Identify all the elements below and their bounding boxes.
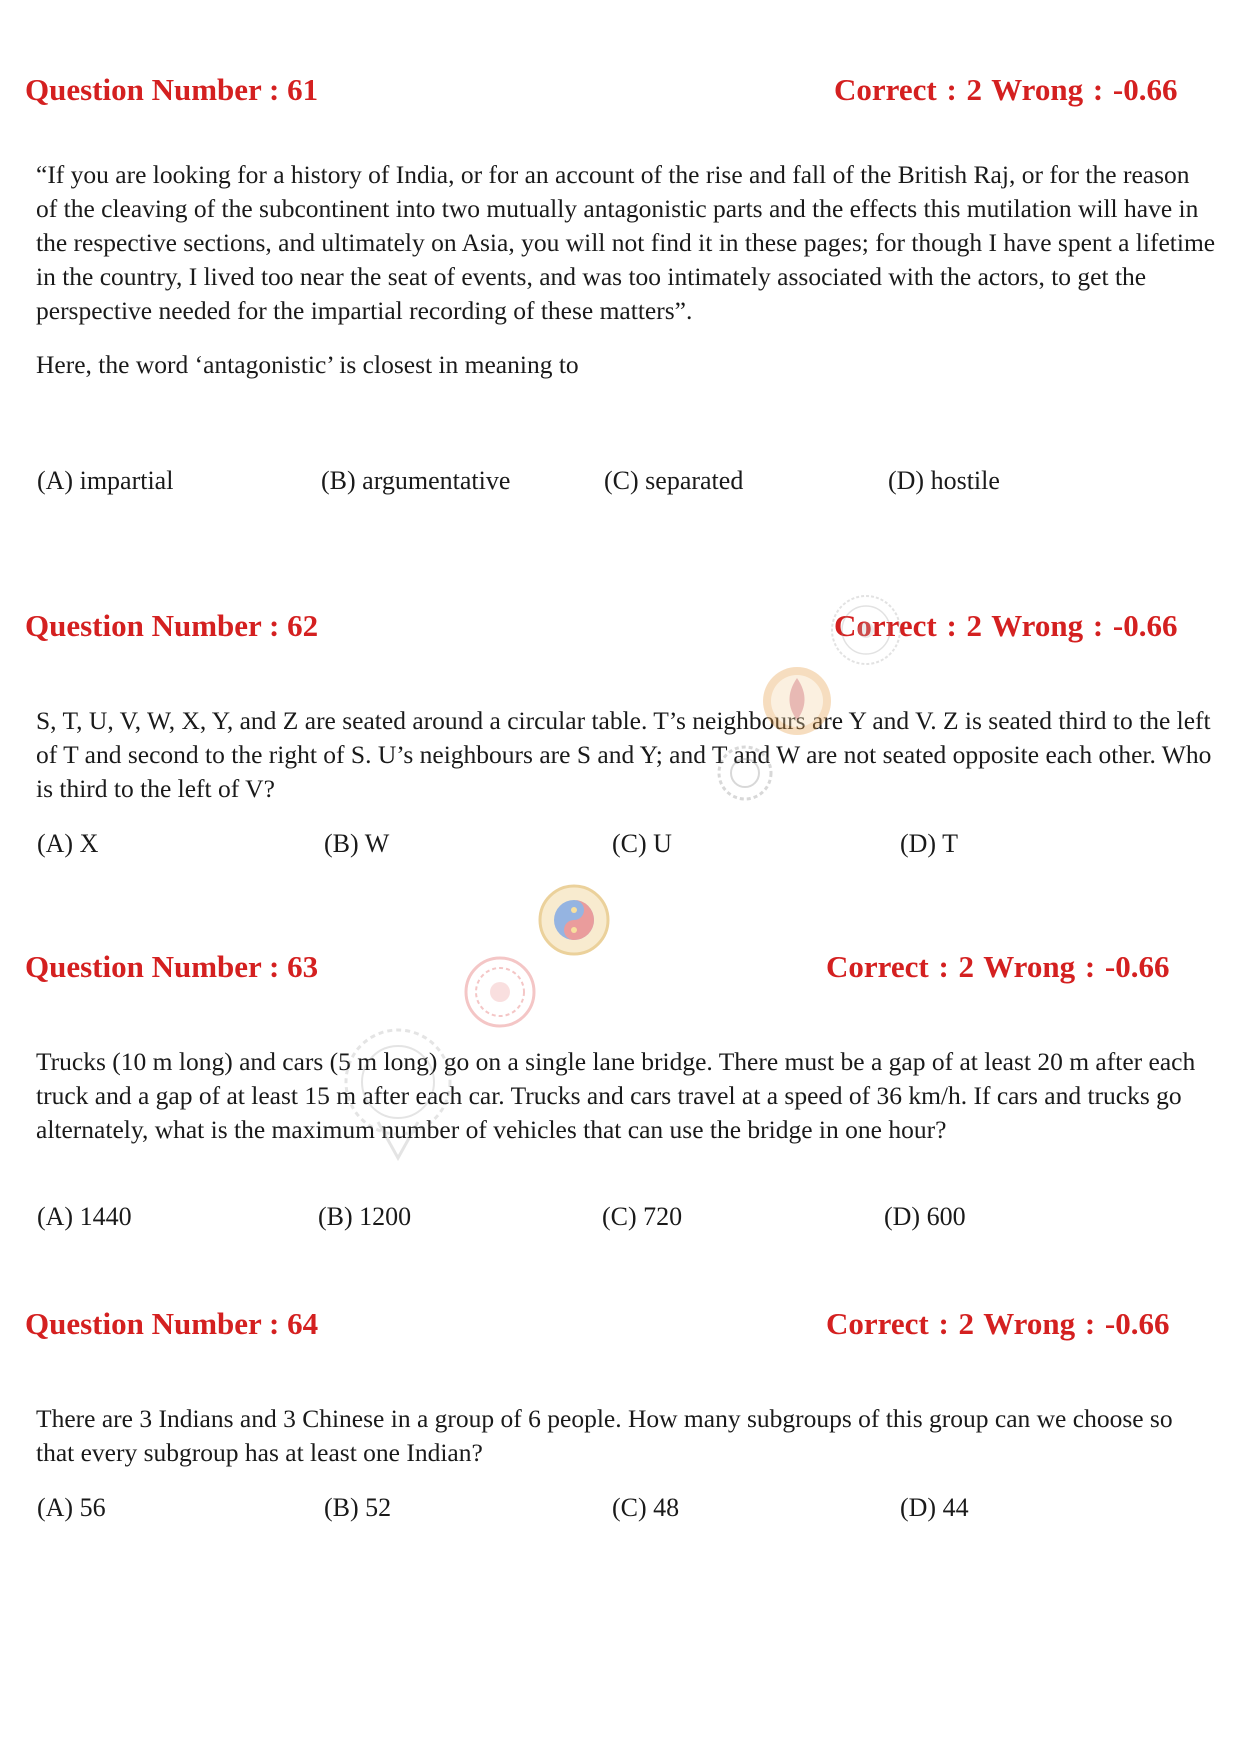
marks-info: Correct : 2 Wrong : -0.66 xyxy=(834,608,1178,643)
option-d[interactable]: (D) 44 xyxy=(900,1493,969,1522)
options-row xyxy=(0,466,1240,506)
option-c[interactable]: (C) 720 xyxy=(602,1202,683,1231)
question-passage: There are 3 Indians and 3 Chinese in a group of 6 people. How many subgroups of this group can we choose so that every subgroup has at least one Indian? xyxy=(36,1404,1173,1467)
question-header xyxy=(0,72,1240,120)
option-c[interactable]: (C) separated xyxy=(604,466,744,495)
question-number: Question Number : 62 xyxy=(25,608,319,643)
question-passage: “If you are looking for a history of India, or for an account of the rise and fall of the British Raj, or for the reason of the cleaving of the subcontinent into two mutually antagonistic parts and the effects this mutilation will have in the respective sections, and ultimately on Asia, you will not find it in these pages; for though I have spent a lifetime in the country, I lived too near the seat of events, and was too intimately associated with the actors, to get the perspective needed for the impartial recording of these matters”. xyxy=(36,160,1216,325)
question-62 xyxy=(0,608,1240,858)
marks-info: Correct : 2 Wrong : -0.66 xyxy=(834,72,1178,107)
question-63 xyxy=(0,949,1240,1231)
option-b[interactable]: (B) W xyxy=(324,829,390,858)
question-number: Question Number : 61 xyxy=(25,72,319,107)
options-row xyxy=(0,1493,1240,1533)
question-header xyxy=(0,949,1240,997)
option-c[interactable]: (C) U xyxy=(612,829,672,858)
question-body xyxy=(36,1045,1216,1147)
option-d[interactable]: (D) T xyxy=(900,829,959,858)
option-b[interactable]: (B) argumentative xyxy=(321,466,511,495)
options-row xyxy=(0,1202,1240,1242)
option-b[interactable]: (B) 1200 xyxy=(318,1202,412,1231)
marks-info: Correct : 2 Wrong : -0.66 xyxy=(826,949,1170,984)
question-64 xyxy=(0,1306,1240,1522)
question-body xyxy=(36,1402,1216,1470)
yin-yang-emblem-icon xyxy=(536,882,612,958)
question-passage: Trucks (10 m long) and cars (5 m long) go on a single lane bridge. There must be a gap of at least 20 m after each truck and a gap of at least 15 m after each car. Trucks and cars travel at a speed of 36 km/h. If cars and trucks go alternately, what is the maximum number of vehicles that can use the bridge in one hour? xyxy=(36,1047,1196,1144)
question-body xyxy=(36,704,1216,806)
option-d[interactable]: (D) hostile xyxy=(888,466,1000,495)
question-61 xyxy=(0,72,1240,495)
question-header xyxy=(0,608,1240,656)
options-row xyxy=(0,829,1240,869)
option-a[interactable]: (A) X xyxy=(37,829,99,858)
question-header xyxy=(0,1306,1240,1354)
question-number: Question Number : 63 xyxy=(25,949,319,984)
option-d[interactable]: (D) 600 xyxy=(884,1202,966,1231)
option-a[interactable]: (A) 1440 xyxy=(37,1202,132,1231)
option-a[interactable]: (A) 56 xyxy=(37,1493,106,1522)
option-b[interactable]: (B) 52 xyxy=(324,1493,392,1522)
question-passage: S, T, U, V, W, X, Y, and Z are seated around a circular table. T’s neighbours are Y and V. Z is seated third to the left of T and second to the right of S. U’s neighbours are S and Y; and T and W are not seated opposite each other. Who is third to the left of V? xyxy=(36,706,1212,803)
marks-info: Correct : 2 Wrong : -0.66 xyxy=(826,1306,1170,1341)
question-number: Question Number : 64 xyxy=(25,1306,319,1341)
option-c[interactable]: (C) 48 xyxy=(612,1493,680,1522)
question-prompt: Here, the word ‘antagonistic’ is closest in meaning to xyxy=(36,350,579,379)
question-body xyxy=(36,158,1216,382)
option-a[interactable]: (A) impartial xyxy=(37,466,174,495)
